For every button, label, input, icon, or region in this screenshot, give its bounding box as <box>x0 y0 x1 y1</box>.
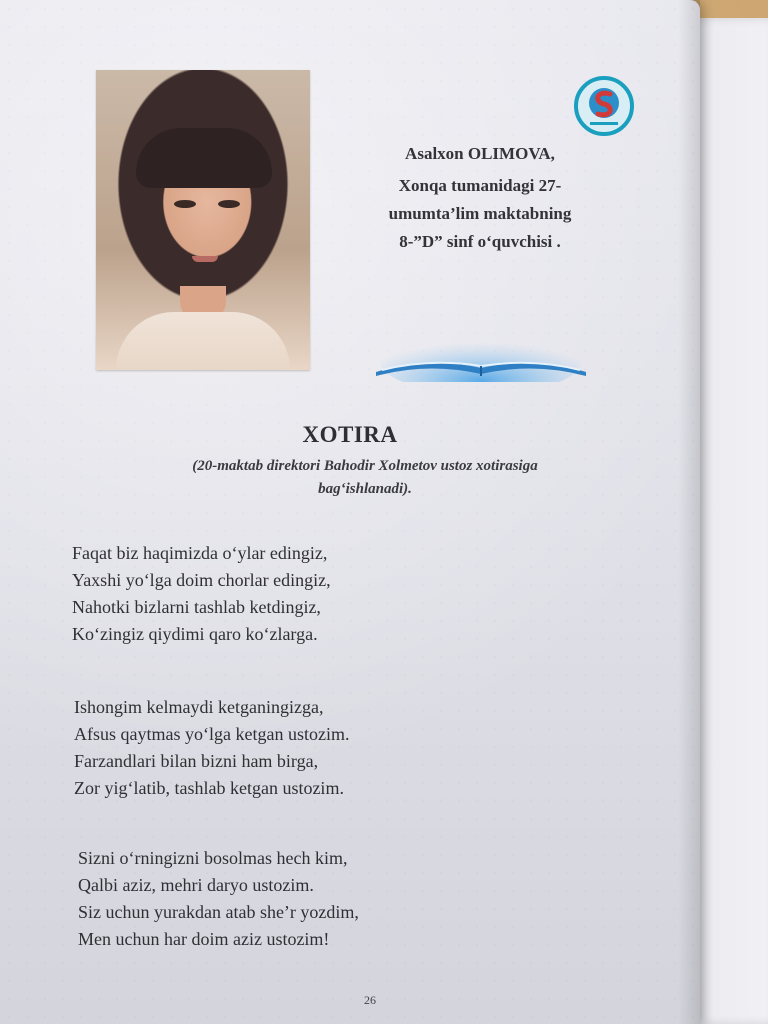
poem-line: Afsus qaytmas yo‘lga ketgan ustozim. <box>74 724 350 744</box>
open-book-icon <box>368 322 594 382</box>
author-class: 8-”D” sinf o‘quvchisi . <box>399 232 561 251</box>
author-school: umumta’lim maktabning <box>388 204 572 223</box>
poem-dedication <box>95 455 635 501</box>
student-photo <box>96 70 310 370</box>
poem-line: Men uchun har doim aziz ustozim! <box>78 929 330 949</box>
poem-line: Siz uchun yurakdan atab she’r yozdim, <box>78 902 359 922</box>
poem-line: Farzandlari bilan bizni ham birga, <box>74 751 319 771</box>
author-info <box>330 140 630 256</box>
author-name: Asalxon OLIMOVA, <box>405 144 555 163</box>
poem-line: Nahotki bizlarni tashlab ketdingiz, <box>72 597 321 617</box>
poem-line: Zor yig‘latib, tashlab ketgan ustozim. <box>74 778 344 798</box>
stanza-2 <box>74 694 349 802</box>
stanza-3 <box>78 845 359 953</box>
poem-line: Yaxshi yo‘lga doim chorlar edingiz, <box>72 570 331 590</box>
author-district: Xonqa tumanidagi 27- <box>398 176 562 195</box>
poem-line: Qalbi aziz, mehri daryo ustozim. <box>78 875 314 895</box>
publisher-logo-icon <box>574 76 634 136</box>
poem-line: Sizni o‘rningizni bosolmas hech kim, <box>78 848 348 868</box>
poem-line: Ko‘zingiz qiydimi qaro ko‘zlarga. <box>72 624 318 644</box>
dedication-line: bag‘ishlanadi). <box>318 481 412 497</box>
poem-line: Ishongim kelmaydi ketganingizga, <box>74 697 324 717</box>
dedication-line: (20-maktab direktori Bahodir Xolmetov ustoz xotirasiga <box>192 458 538 474</box>
poem-title: XOTIRA <box>302 422 398 447</box>
poem-line: Faqat biz haqimizda o‘ylar edingiz, <box>72 543 328 563</box>
page-number: 26 <box>364 993 376 1007</box>
stanza-1 <box>72 540 331 648</box>
next-page-edge <box>690 18 768 1024</box>
